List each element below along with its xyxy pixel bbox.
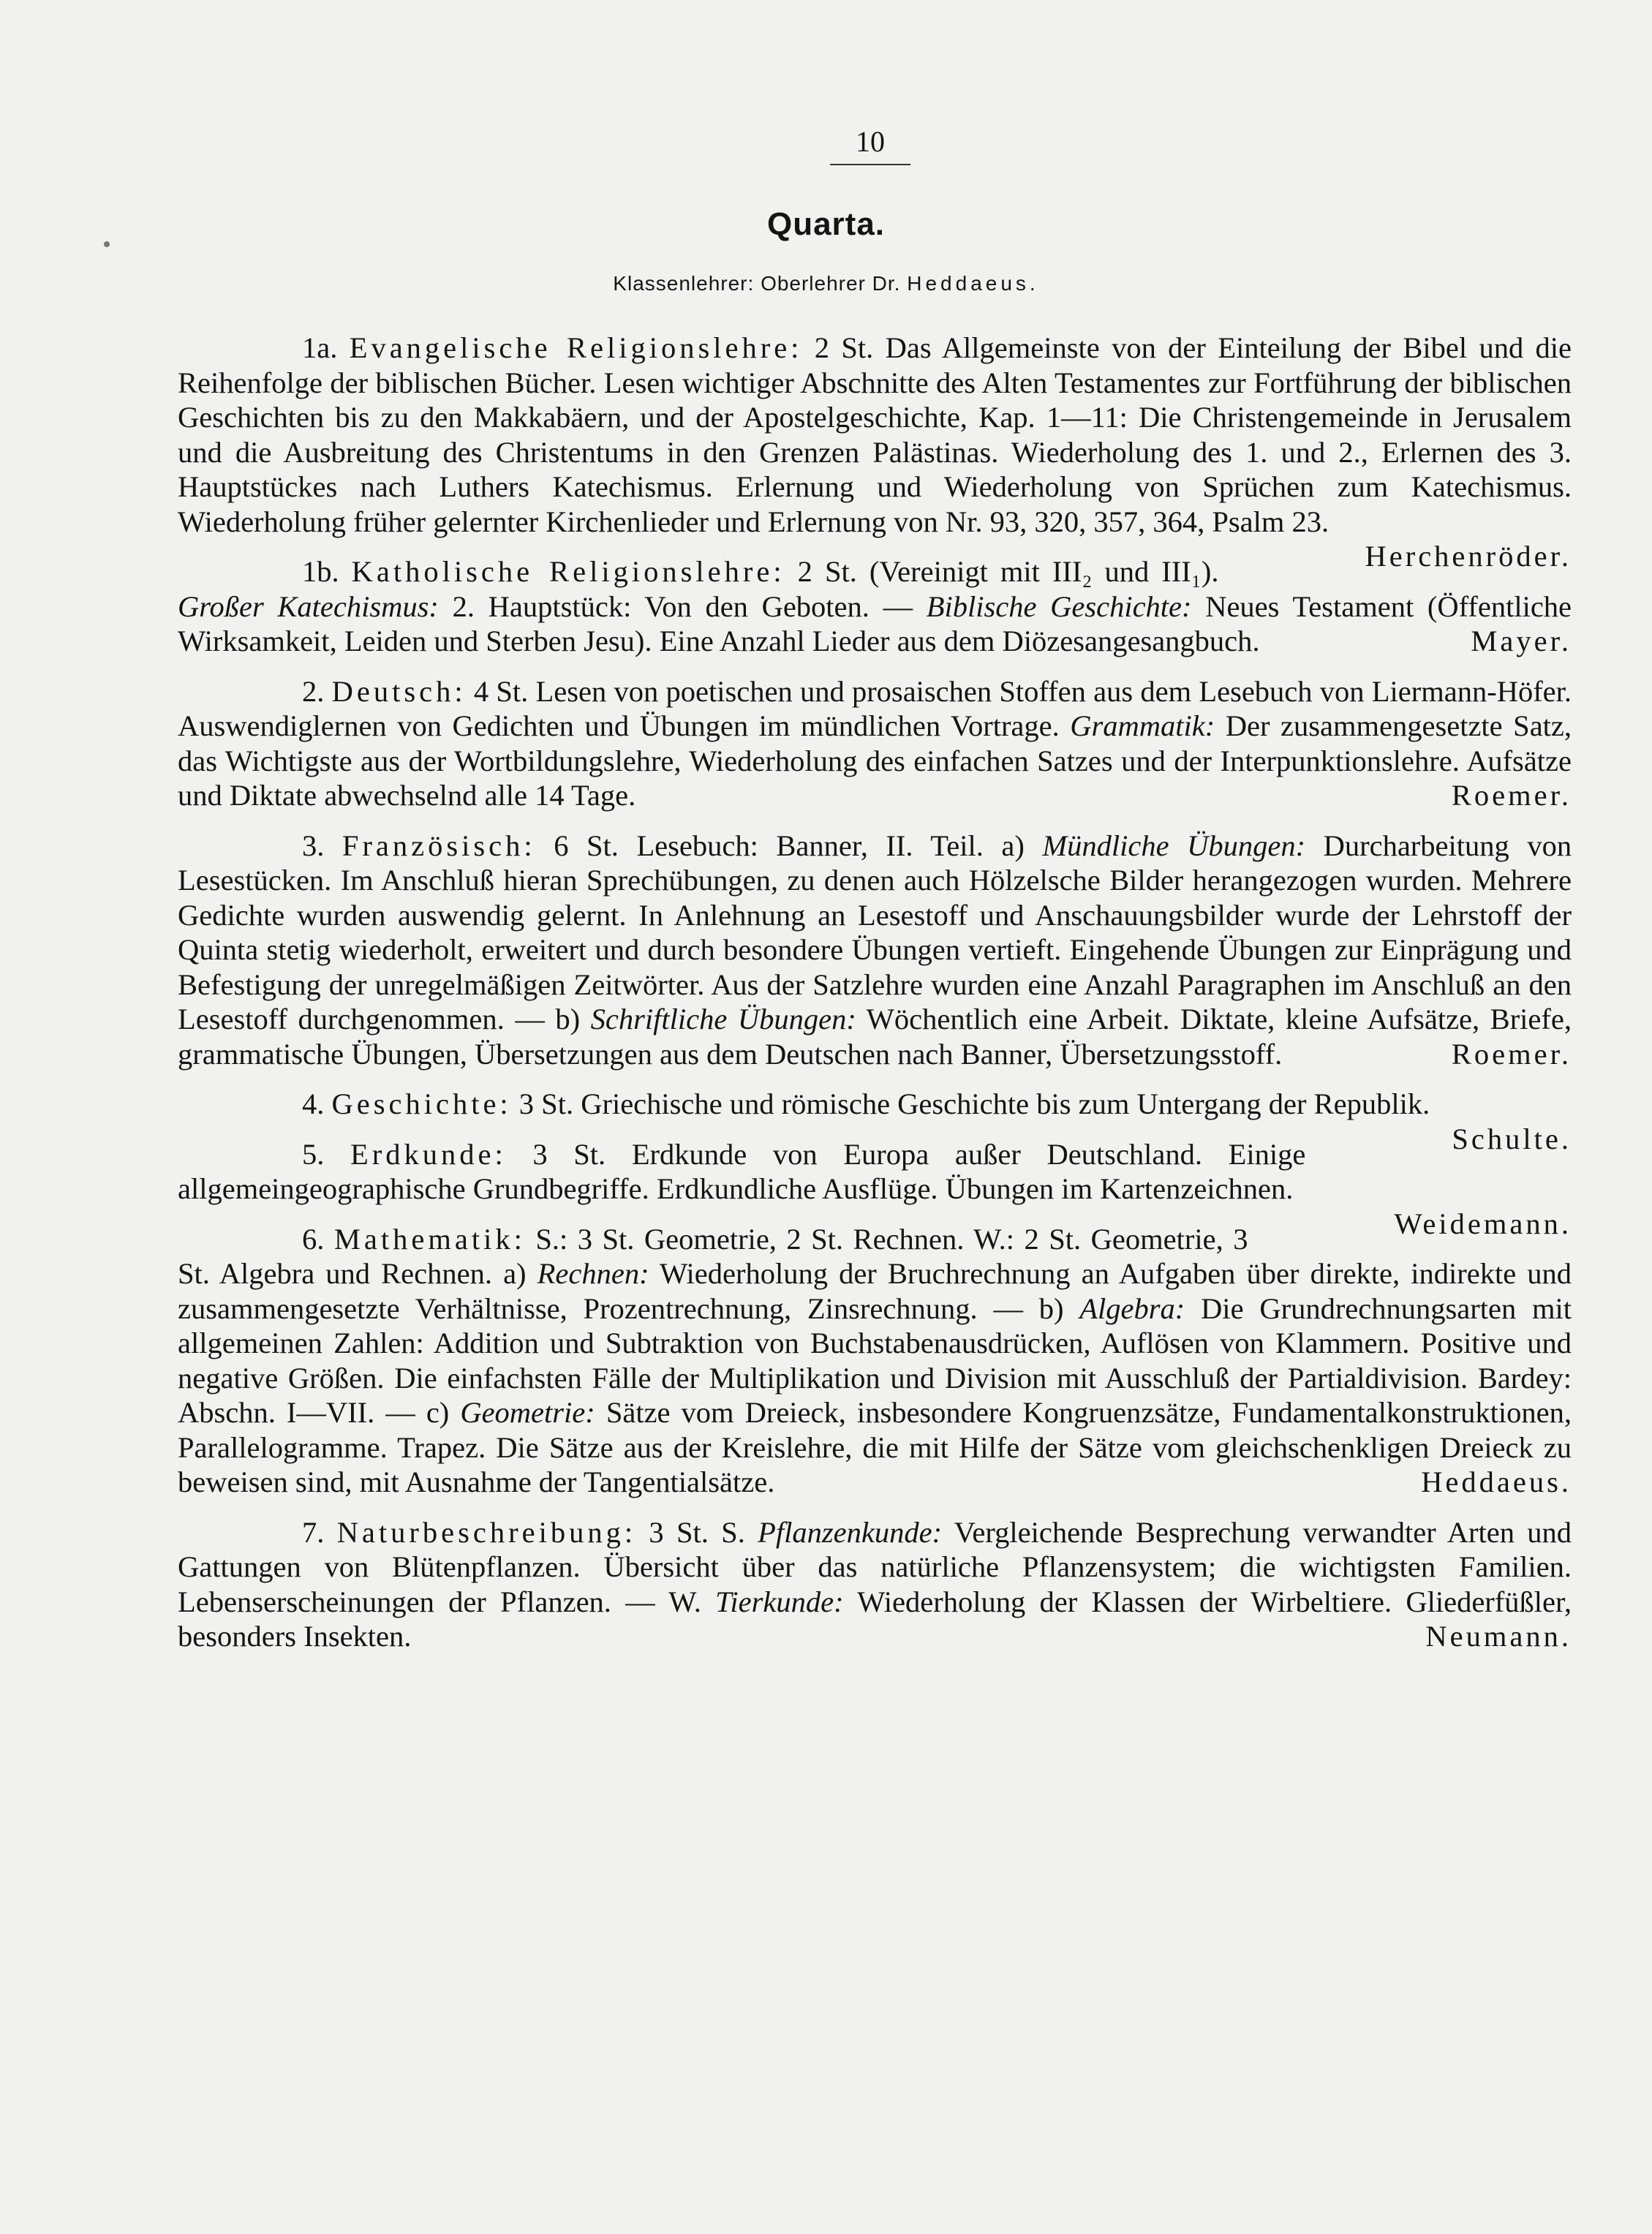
- section-teacher: Mayer.: [1471, 624, 1572, 657]
- section-heading-italic: Grammatik:: [1070, 709, 1215, 742]
- section-number: 5.: [302, 1137, 325, 1171]
- section-text: Erdkunde von Europa außer Deutschland. Einige allgemeingeographische Grundbegriffe. Erdkundliche Ausflüge. Übungen im Kartenzeichnen.: [178, 1137, 1306, 1205]
- section-heading-italic: Schriftliche Übungen:: [590, 1003, 856, 1035]
- section-heading-italic: Mündliche Übungen:: [1042, 829, 1306, 862]
- section-text: (Vereinigt mit III₂ und III₁).: [869, 555, 1219, 588]
- page-number: 10: [856, 125, 885, 158]
- section-teacher: Neumann.: [1425, 1620, 1572, 1653]
- section-text: S.: [721, 1515, 745, 1549]
- section-text: Durcharbeitung von Lesestücken. Im Anschluß hieran Sprechübungen, zu denen auch Hölzelsche Bilder herangezogen wurden. Mehrere Gedichte wurden auswendig gelernt. In Anlehnung an Lesestoff und Anschauungsbilder wurde der Lehrstoff der Quinta stetig wiederholt, erweitert und durch besondere Übungen vertieft. Eingehende Übungen zur Einprägung und Befestigung der unregelmäßigen Zeitwörter. Aus der Satzlehre wurden eine Anzahl Paragraphen im Anschluß an den Lesestoff durchgenommen. — b): [178, 829, 1572, 1035]
- section-teacher: Herchenröder.: [1365, 540, 1572, 573]
- section-text: 2. Hauptstück: Von den Geboten. —: [452, 589, 913, 623]
- class-teacher-line: [0, 272, 1652, 295]
- section-hours: 2 St.: [797, 555, 857, 588]
- section-heading-italic: Algebra:: [1079, 1291, 1185, 1325]
- section-subject: Naturbeschreibung:: [336, 1515, 637, 1549]
- section-heading-italic: Tierkunde:: [715, 1585, 844, 1618]
- section-heading-italic: Großer Katechismus:: [178, 589, 439, 623]
- section-french: [178, 829, 1572, 1072]
- section-heading-italic: Geometrie:: [460, 1396, 595, 1429]
- section-subject: Evangelische Religionslehre:: [349, 331, 803, 364]
- section-text: Der zusammengesetzte Satz, das Wichtigste aus der Wortbildungslehre, Wiederholung des einfachen Satzes und der Interpunktionslehre. Aufsätze und Diktate abwechselnd alle 14 Tage.: [178, 709, 1572, 812]
- section-text: Sätze vom Dreieck, insbesondere Kongruenzsätze, Fundamentalkonstruktionen, Parallelogramme. Trapez. Die Sätze aus der Kreislehre, die mit Hilfe der Sätze vom gleichschenkligen Dreieck zu beweisen sind, mit Ausnahme der Tangentialsätze.: [178, 1396, 1572, 1498]
- class-teacher-label: Klassenlehrer:: [613, 272, 755, 295]
- section-number: 7.: [302, 1515, 325, 1549]
- section-hours: 4 St.: [473, 674, 529, 708]
- section-subject: Geschichte:: [331, 1087, 512, 1120]
- section-hours: 6 St.: [554, 829, 619, 862]
- section-hours: 2 St.: [814, 331, 874, 364]
- section-number: 6.: [302, 1222, 325, 1256]
- section-heading-italic: Rechnen:: [537, 1257, 649, 1290]
- section-text: Wiederholung der Bruchrechnung an Aufgaben über direkte, indirekte und zusammengesetzte Verhältnisse, Prozentrechnung, Zinsrechnung. — b): [178, 1257, 1572, 1325]
- section-hours: 3 St.: [518, 1087, 574, 1120]
- section-natural-history: [178, 1515, 1572, 1654]
- section-text: Wiederholung der Klassen der Wirbeltiere. Gliederfüßler, besonders Insekten.: [178, 1585, 1572, 1653]
- section-teacher: Weidemann.: [1394, 1207, 1572, 1240]
- section-number: 4.: [302, 1087, 325, 1120]
- section-text: Griechische und römische Geschichte bis zum Untergang der Republik.: [581, 1087, 1430, 1120]
- page-title: Quarta.: [766, 206, 886, 242]
- section-text: a): [503, 1257, 527, 1290]
- section-text: Lesebuch: Banner, II. Teil. a): [636, 829, 1025, 862]
- section-hours: 3 St.: [649, 1515, 709, 1549]
- curriculum-body: [178, 331, 1572, 1669]
- page-number-rule: [830, 164, 910, 165]
- section-subject: Französisch:: [342, 829, 536, 862]
- section-mathematics: [178, 1222, 1572, 1500]
- section-teacher: Roemer.: [1451, 779, 1572, 812]
- section-number: 1b.: [302, 555, 339, 588]
- section-teacher: Roemer.: [1451, 1037, 1572, 1071]
- section-german: [178, 674, 1572, 813]
- section-text: Das Allgemeinste von der Einteilung der Bibel und die Reihenfolge der biblischen Bücher. Lesen wichtiger Abschnitte des Alten Testamentes zur Fortführung der biblischen Geschichten bis zu den Makkabäern, und der Apostelgeschichte, Kap. 1—11: Die Christengemeinde in Jerusalem und die Ausbreitung des Christentums in den Grenzen Palästinas. Wiederholung des 1. und 2., Erlernen des 3. Hauptstückes nach Luthers Katechismus. Erlernung und Wiederholung von Sprüchen zum Katechismus. Wiederholung früher gelernter Kirchenlieder und Erlernung von Nr. 93, 320, 357, 364, Psalm 23.: [178, 331, 1572, 538]
- section-hours: S.: 3 St. Geometrie, 2 St. Rechnen. W.: 2 St. Geometrie, 3 St. Algebra und Rechnen.: [178, 1222, 1248, 1290]
- section-number: 3.: [302, 829, 325, 862]
- section-subject: Mathematik:: [333, 1222, 526, 1256]
- section-number: 1a.: [302, 331, 338, 364]
- section-subject: Katholische Religionslehre:: [351, 555, 785, 588]
- section-hours: 3 St.: [532, 1137, 606, 1171]
- section-text: Neues Testament (Öffentliche Wirksamkeit, Leiden und Sterben Jesu). Eine Anzahl Lieder aus dem Diözesangesangbuch.: [178, 589, 1572, 657]
- section-text: Vergleichende Besprechung verwandter Arten und Gattungen von Blütenpflanzen. Übersicht über das natürliche Pflanzensystem; die wichtigsten Familien. Lebenserscheinungen der Pflanzen. — W.: [178, 1515, 1572, 1618]
- section-subject: Erdkunde:: [350, 1137, 507, 1171]
- section-heading-italic: Biblische Geschichte:: [926, 589, 1192, 623]
- section-subject: Deutsch:: [331, 674, 467, 708]
- class-teacher-name: Heddaeus.: [907, 272, 1039, 295]
- section-text: Lesen von poetischen und prosaischen Stoffen aus dem Lesebuch von Liermann-Höfer. Auswendiglernen von Gedichten und Übungen im mündlichen Vortrage.: [178, 674, 1572, 742]
- section-text: Die Grundrechnungsarten mit allgemeinen Zahlen: Addition und Subtraktion von Buchstabenausdrücken, Auflösen von Klammern. Positive und negative Größen. Die einfachsten Fälle der Multiplikation und Division mit Ausschluß der Partialdivision. Bardey: Abschn. I—VII. — c): [178, 1291, 1572, 1429]
- section-text: Wöchentlich eine Arbeit. Diktate, kleine Aufsätze, Briefe, grammatische Übungen, Übersetzungen aus dem Deutschen nach Banner, Übersetzungsstoff.: [178, 1003, 1572, 1071]
- section-heading-italic: Pflanzenkunde:: [758, 1515, 943, 1549]
- section-teacher: Schulte.: [1452, 1122, 1572, 1155]
- section-number: 2.: [302, 674, 325, 708]
- section-teacher: Heddaeus.: [1421, 1465, 1572, 1498]
- class-teacher-rank: Oberlehrer Dr.: [761, 272, 901, 295]
